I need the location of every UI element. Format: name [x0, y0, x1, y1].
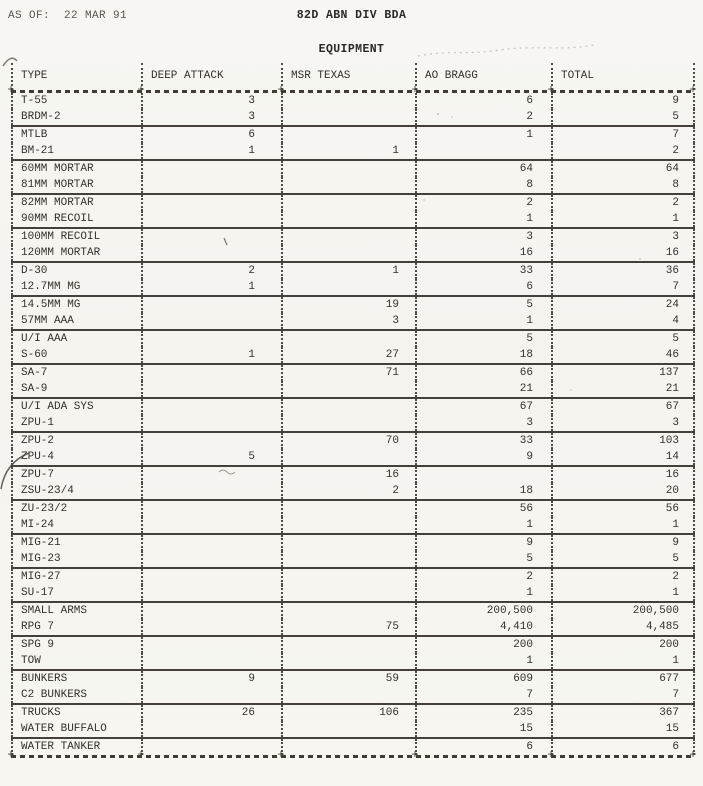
column-header-total: TOTAL — [551, 63, 695, 90]
cell-count: 5 — [415, 297, 551, 313]
table-group — [11, 93, 695, 125]
cell-count: 1 — [551, 585, 695, 601]
cell-count — [141, 603, 281, 619]
cell-equipment-type: 100MM RECOIL — [11, 229, 141, 245]
cell-count: 15 — [551, 721, 695, 737]
cell-count: 1 — [141, 347, 281, 363]
table-row — [11, 671, 695, 687]
cell-count — [281, 569, 415, 585]
cell-count: 4,485 — [551, 619, 695, 635]
cell-count: 1 — [415, 127, 551, 143]
cell-count — [281, 93, 415, 109]
cell-equipment-type: C2 BUNKERS — [11, 687, 141, 703]
cell-count: 1 — [415, 585, 551, 601]
cell-count: 27 — [281, 347, 415, 363]
cell-count: 5 — [141, 449, 281, 465]
cell-count — [141, 313, 281, 329]
table-header-row — [11, 63, 695, 90]
cell-count: 20 — [551, 483, 695, 499]
cell-count — [141, 195, 281, 211]
cell-count: 9 — [551, 535, 695, 551]
cell-count — [141, 619, 281, 635]
table-row — [11, 433, 695, 449]
table-group — [11, 703, 695, 737]
cell-count: 21 — [415, 381, 551, 397]
cell-count: 3 — [551, 229, 695, 245]
cell-count: 67 — [415, 399, 551, 415]
cell-count: 1 — [551, 517, 695, 533]
cell-equipment-type: S-60 — [11, 347, 141, 363]
cell-equipment-type: RPG 7 — [11, 619, 141, 635]
cell-count: 6 — [415, 279, 551, 295]
cell-equipment-type: U/I ADA SYS — [11, 399, 141, 415]
cell-count — [415, 467, 551, 483]
table-row — [11, 721, 695, 737]
document-subtitle: EQUIPMENT — [318, 43, 385, 56]
table-row — [11, 279, 695, 295]
cell-equipment-type: ZPU-2 — [11, 433, 141, 449]
cell-count: 64 — [415, 161, 551, 177]
cell-count: 3 — [551, 415, 695, 431]
cell-count — [281, 331, 415, 347]
cell-count: 5 — [551, 109, 695, 125]
table-row — [11, 569, 695, 585]
cell-count — [281, 245, 415, 261]
table-row — [11, 263, 695, 279]
table-row — [11, 143, 695, 159]
cell-count — [141, 211, 281, 227]
column-header-type: TYPE — [11, 63, 141, 90]
dashed-border-top — [11, 90, 695, 93]
cell-count: 75 — [281, 619, 415, 635]
cell-count — [281, 195, 415, 211]
cell-count: 26 — [141, 705, 281, 721]
cell-count — [281, 739, 415, 755]
cell-count: 16 — [415, 245, 551, 261]
table-row — [11, 229, 695, 245]
cell-count — [141, 161, 281, 177]
table-row — [11, 687, 695, 703]
cell-count: 2 — [551, 195, 695, 211]
cell-equipment-type: 60MM MORTAR — [11, 161, 141, 177]
cell-count: 71 — [281, 365, 415, 381]
cell-equipment-type: 57MM AAA — [11, 313, 141, 329]
cell-equipment-type: SA-7 — [11, 365, 141, 381]
table-row — [11, 313, 695, 329]
cell-count: 9 — [551, 93, 695, 109]
table-row — [11, 705, 695, 721]
cell-count — [281, 381, 415, 397]
cell-count: 2 — [281, 483, 415, 499]
plus-intersection-mark — [689, 84, 696, 96]
table-row — [11, 415, 695, 431]
table-group — [11, 533, 695, 567]
cell-count: 21 — [551, 381, 695, 397]
cell-count: 137 — [551, 365, 695, 381]
cell-count — [281, 535, 415, 551]
table-group — [11, 499, 695, 533]
cell-count — [281, 449, 415, 465]
table-row — [11, 517, 695, 533]
cell-count: 7 — [415, 687, 551, 703]
plus-intersection-mark — [277, 749, 284, 761]
cell-count: 1 — [415, 313, 551, 329]
cell-equipment-type: MIG-21 — [11, 535, 141, 551]
equipment-table — [11, 63, 695, 758]
table-group — [11, 431, 695, 465]
plus-intersection-mark — [547, 749, 554, 761]
cell-count — [141, 551, 281, 567]
cell-count — [281, 653, 415, 669]
cell-count — [281, 161, 415, 177]
cell-count: 70 — [281, 433, 415, 449]
cell-equipment-type: SMALL ARMS — [11, 603, 141, 619]
cell-count — [281, 399, 415, 415]
column-header-msr-texas: MSR TEXAS — [281, 63, 415, 90]
document-title: 82D ABN DIV BDA — [296, 9, 407, 22]
table-row — [11, 109, 695, 125]
cell-count — [281, 109, 415, 125]
cell-count — [281, 603, 415, 619]
cell-count: 15 — [415, 721, 551, 737]
cell-count: 67 — [551, 399, 695, 415]
cell-count: 18 — [415, 483, 551, 499]
cell-count — [141, 535, 281, 551]
table-row — [11, 331, 695, 347]
cell-count: 7 — [551, 127, 695, 143]
cell-count — [415, 143, 551, 159]
cell-equipment-type: D-30 — [11, 263, 141, 279]
table-group — [11, 737, 695, 755]
table-group — [11, 193, 695, 227]
cell-equipment-type: ZPU-7 — [11, 467, 141, 483]
cell-equipment-type: WATER TANKER — [11, 739, 141, 755]
table-row — [11, 365, 695, 381]
table-row — [11, 161, 695, 177]
cell-count: 2 — [551, 569, 695, 585]
plus-intersection-mark — [547, 84, 554, 96]
cell-count — [281, 517, 415, 533]
cell-equipment-type: T-55 — [11, 93, 141, 109]
cell-count: 56 — [551, 501, 695, 517]
cell-count: 1 — [141, 279, 281, 295]
cell-equipment-type: 120MM MORTAR — [11, 245, 141, 261]
cell-count: 1 — [551, 211, 695, 227]
cell-count: 36 — [551, 263, 695, 279]
plus-intersection-mark — [411, 84, 418, 96]
cell-count: 6 — [141, 127, 281, 143]
cell-equipment-type: SPG 9 — [11, 637, 141, 653]
cell-count: 2 — [551, 143, 695, 159]
cell-count — [281, 279, 415, 295]
cell-count — [281, 127, 415, 143]
cell-count — [281, 415, 415, 431]
table-group — [11, 601, 695, 635]
cell-count: 2 — [141, 263, 281, 279]
cell-count: 6 — [415, 93, 551, 109]
cell-count: 2 — [415, 195, 551, 211]
cell-count: 200,500 — [551, 603, 695, 619]
cell-count — [141, 399, 281, 415]
table-row — [11, 483, 695, 499]
cell-equipment-type: MI-24 — [11, 517, 141, 533]
cell-count — [141, 483, 281, 499]
table-row — [11, 177, 695, 193]
table-group — [11, 125, 695, 159]
cell-equipment-type: SU-17 — [11, 585, 141, 601]
cell-count: 677 — [551, 671, 695, 687]
cell-count: 4 — [551, 313, 695, 329]
cell-count: 5 — [551, 551, 695, 567]
cell-count: 24 — [551, 297, 695, 313]
table-group — [11, 295, 695, 329]
cell-count: 200 — [415, 637, 551, 653]
cell-equipment-type: 14.5MM MG — [11, 297, 141, 313]
plus-intersection-mark — [277, 84, 284, 96]
cell-equipment-type: 12.7MM MG — [11, 279, 141, 295]
cell-count: 1 — [551, 653, 695, 669]
table-row — [11, 585, 695, 601]
table-row — [11, 399, 695, 415]
table-row — [11, 381, 695, 397]
cell-equipment-type: MIG-23 — [11, 551, 141, 567]
column-header-ao-bragg: AO BRAGG — [415, 63, 551, 90]
cell-count — [141, 331, 281, 347]
table-row — [11, 245, 695, 261]
cell-equipment-type: BRDM-2 — [11, 109, 141, 125]
table-row — [11, 603, 695, 619]
cell-count — [141, 739, 281, 755]
cell-count: 16 — [551, 245, 695, 261]
cell-equipment-type: TRUCKS — [11, 705, 141, 721]
table-row — [11, 467, 695, 483]
cell-equipment-type: SA-9 — [11, 381, 141, 397]
cell-count: 18 — [415, 347, 551, 363]
cell-count: 200 — [551, 637, 695, 653]
cell-equipment-type: U/I AAA — [11, 331, 141, 347]
table-group — [11, 363, 695, 397]
cell-count: 1 — [281, 143, 415, 159]
cell-count: 56 — [415, 501, 551, 517]
cell-count: 609 — [415, 671, 551, 687]
cell-count: 8 — [415, 177, 551, 193]
cell-count — [281, 177, 415, 193]
table-group — [11, 159, 695, 193]
cell-count — [281, 229, 415, 245]
cell-count — [141, 177, 281, 193]
table-group — [11, 567, 695, 601]
table-row — [11, 297, 695, 313]
cell-equipment-type: ZU-23/2 — [11, 501, 141, 517]
cell-count: 3 — [415, 229, 551, 245]
cell-count — [281, 637, 415, 653]
table-group — [11, 329, 695, 363]
cell-equipment-type: 82MM MORTAR — [11, 195, 141, 211]
cell-count: 1 — [415, 211, 551, 227]
plus-intersection-mark — [7, 749, 14, 761]
table-group — [11, 397, 695, 431]
cell-equipment-type: WATER BUFFALO — [11, 721, 141, 737]
cell-count — [281, 211, 415, 227]
cell-count — [141, 585, 281, 601]
cell-count: 33 — [415, 263, 551, 279]
cell-equipment-type: MIG-27 — [11, 569, 141, 585]
cell-count — [141, 415, 281, 431]
cell-count — [141, 365, 281, 381]
cell-count: 59 — [281, 671, 415, 687]
cell-count — [281, 551, 415, 567]
table-group — [11, 261, 695, 295]
cell-count: 3 — [281, 313, 415, 329]
table-row — [11, 619, 695, 635]
cell-count — [281, 721, 415, 737]
table-group — [11, 635, 695, 669]
table-group — [11, 227, 695, 261]
cell-count: 7 — [551, 687, 695, 703]
cell-count: 19 — [281, 297, 415, 313]
cell-count: 64 — [551, 161, 695, 177]
cell-count — [281, 585, 415, 601]
cell-count: 3 — [141, 93, 281, 109]
column-header-deep-attack: DEEP ATTACK — [141, 63, 281, 90]
table-group — [11, 465, 695, 499]
cell-count: 4,410 — [415, 619, 551, 635]
as-of-date: AS OF: 22 MAR 91 — [8, 10, 128, 22]
cell-count: 1 — [415, 653, 551, 669]
cell-equipment-type: BUNKERS — [11, 671, 141, 687]
table-row — [11, 347, 695, 363]
plus-intersection-mark — [689, 749, 696, 761]
cell-count — [141, 517, 281, 533]
table-row — [11, 93, 695, 109]
cell-equipment-type: ZPU-4 — [11, 449, 141, 465]
plus-intersection-mark — [137, 749, 144, 761]
cell-count: 103 — [551, 433, 695, 449]
table-body — [11, 93, 695, 755]
cell-count: 106 — [281, 705, 415, 721]
cell-equipment-type: 90MM RECOIL — [11, 211, 141, 227]
cell-count: 16 — [281, 467, 415, 483]
cell-count: 2 — [415, 569, 551, 585]
cell-count: 7 — [551, 279, 695, 295]
dashed-border-bottom — [11, 755, 695, 758]
cell-count: 46 — [551, 347, 695, 363]
table-row — [11, 637, 695, 653]
cell-count: 6 — [551, 739, 695, 755]
cell-count: 3 — [141, 109, 281, 125]
table-row — [11, 551, 695, 567]
table-row — [11, 195, 695, 211]
cell-count — [281, 687, 415, 703]
plus-intersection-mark — [411, 749, 418, 761]
table-row — [11, 449, 695, 465]
cell-count: 200,500 — [415, 603, 551, 619]
cell-count — [141, 381, 281, 397]
table-row — [11, 211, 695, 227]
cell-equipment-type: ZSU-23/4 — [11, 483, 141, 499]
cell-equipment-type: MTLB — [11, 127, 141, 143]
cell-equipment-type: BM-21 — [11, 143, 141, 159]
cell-count: 367 — [551, 705, 695, 721]
cell-equipment-type: 81MM MORTAR — [11, 177, 141, 193]
cell-count: 66 — [415, 365, 551, 381]
cell-count: 33 — [415, 433, 551, 449]
cell-count: 6 — [415, 739, 551, 755]
cell-count: 1 — [141, 143, 281, 159]
cell-count: 9 — [415, 535, 551, 551]
cell-count: 16 — [551, 467, 695, 483]
cell-count — [141, 637, 281, 653]
cell-count — [141, 721, 281, 737]
cell-count: 14 — [551, 449, 695, 465]
cell-count — [141, 467, 281, 483]
cell-count: 2 — [415, 109, 551, 125]
plus-intersection-mark — [7, 84, 14, 96]
cell-count — [141, 653, 281, 669]
plus-intersection-mark — [137, 84, 144, 96]
cell-count: 5 — [415, 551, 551, 567]
cell-count — [281, 501, 415, 517]
cell-count — [141, 569, 281, 585]
cell-count: 5 — [415, 331, 551, 347]
table-group — [11, 669, 695, 703]
table-row — [11, 501, 695, 517]
cell-count — [141, 501, 281, 517]
cell-equipment-type: ZPU-1 — [11, 415, 141, 431]
cell-count — [141, 245, 281, 261]
cell-count: 8 — [551, 177, 695, 193]
cell-count: 3 — [415, 415, 551, 431]
cell-count — [141, 229, 281, 245]
table-row — [11, 535, 695, 551]
cell-count: 1 — [281, 263, 415, 279]
cell-count: 9 — [415, 449, 551, 465]
cell-count — [141, 297, 281, 313]
table-row — [11, 127, 695, 143]
cell-count: 1 — [415, 517, 551, 533]
table-row — [11, 739, 695, 755]
cell-count — [141, 433, 281, 449]
cell-equipment-type: TOW — [11, 653, 141, 669]
cell-count: 5 — [551, 331, 695, 347]
cell-count: 9 — [141, 671, 281, 687]
cell-count — [141, 687, 281, 703]
table-row — [11, 653, 695, 669]
cell-count: 235 — [415, 705, 551, 721]
